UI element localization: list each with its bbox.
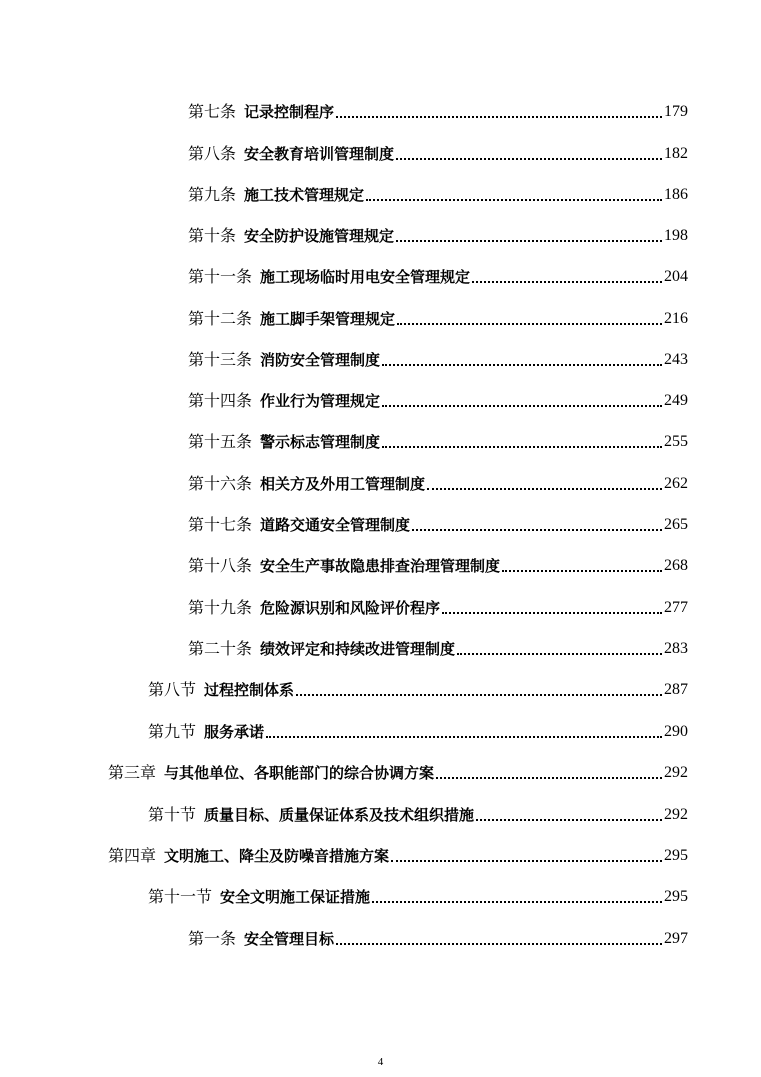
toc-entry-page: 295 [664, 847, 688, 864]
dot-leader [366, 199, 662, 201]
dot-leader [382, 405, 662, 407]
toc-entry[interactable] [148, 801, 688, 825]
toc-entry[interactable] [148, 718, 688, 742]
dot-leader [391, 860, 662, 862]
dot-leader [472, 281, 662, 283]
dot-leader [266, 736, 662, 738]
dot-leader [296, 694, 662, 696]
toc-entry-page: 268 [664, 557, 688, 574]
dot-leader [372, 901, 662, 903]
toc-entry-number: 第七条 [188, 102, 237, 121]
toc-entry-title: 作业行为管理规定 [260, 392, 381, 410]
toc-entry-number: 第八节 [148, 680, 197, 699]
dot-leader [427, 488, 662, 490]
toc-entry[interactable] [108, 842, 688, 866]
toc-entry[interactable] [108, 759, 688, 783]
toc-entry[interactable] [188, 222, 688, 246]
toc-entry[interactable] [188, 925, 688, 949]
toc-entry-title: 道路交通安全管理制度 [260, 516, 411, 534]
toc-entry-number: 第十三条 [188, 350, 253, 369]
dot-leader [382, 364, 662, 366]
toc-entry-number: 第四章 [108, 846, 157, 865]
toc-entry-title: 施工脚手架管理规定 [260, 310, 396, 328]
toc-entry[interactable] [188, 635, 688, 659]
dot-leader [336, 116, 662, 118]
toc-entry-number: 第十条 [188, 226, 237, 245]
toc-entry[interactable] [188, 346, 688, 370]
toc-entry-page: 255 [664, 433, 688, 450]
dot-leader [382, 446, 662, 448]
toc-entry-page: 249 [664, 392, 688, 409]
toc-entry-number: 第十节 [148, 805, 197, 824]
toc-entry-number: 第三章 [108, 763, 157, 782]
toc-entry[interactable] [188, 594, 688, 618]
toc-entry-title: 施工技术管理规定 [244, 186, 365, 204]
toc-entry-page: 265 [664, 516, 688, 533]
toc-entry-page: 295 [664, 888, 688, 905]
dot-leader [436, 777, 662, 779]
toc-entry-number: 第十九条 [188, 598, 253, 617]
toc-entry-page: 297 [664, 930, 688, 947]
toc-entry-number: 第十八条 [188, 556, 253, 575]
toc-entry-title: 安全生产事故隐患排查治理管理制度 [260, 557, 501, 575]
toc-entry-page: 287 [664, 681, 688, 698]
toc-entry-title: 消防安全管理制度 [260, 351, 381, 369]
toc-entry[interactable] [188, 181, 688, 205]
toc-entry-page: 290 [664, 723, 688, 740]
toc-entry-number: 第十一条 [188, 267, 253, 286]
toc-entry-title: 安全教育培训管理制度 [244, 145, 395, 163]
toc-entry-page: 277 [664, 599, 688, 616]
toc-entry-page: 292 [664, 806, 688, 823]
toc-entry-title: 相关方及外用工管理制度 [260, 475, 426, 493]
dot-leader [476, 819, 662, 821]
toc-entry-number: 第九节 [148, 722, 197, 741]
toc-entry-page: 186 [664, 186, 688, 203]
toc-entry-title: 危险源识别和风险评价程序 [260, 599, 441, 617]
toc-entry[interactable] [188, 552, 688, 576]
toc-entry-title: 服务承诺 [204, 723, 265, 741]
dot-leader [412, 529, 662, 531]
dot-leader [336, 943, 662, 945]
dot-leader [502, 570, 662, 572]
toc-entry[interactable] [188, 470, 688, 494]
toc-entry-page: 292 [664, 764, 688, 781]
toc-entry[interactable] [148, 883, 688, 907]
toc-entry-page: 243 [664, 351, 688, 368]
dot-leader [396, 158, 662, 160]
toc-entry-number: 第一条 [188, 929, 237, 948]
toc-entry-page: 204 [664, 268, 688, 285]
toc-entry-number: 第十一节 [148, 887, 213, 906]
toc-entry-page: 216 [664, 310, 688, 327]
toc-entry-number: 第十五条 [188, 432, 253, 451]
toc-entry[interactable] [188, 511, 688, 535]
toc-entry-number: 第十六条 [188, 474, 253, 493]
toc-entry-title: 文明施工、降尘及防噪音措施方案 [164, 847, 390, 865]
toc-entry-number: 第八条 [188, 144, 237, 163]
toc-entry[interactable] [188, 305, 688, 329]
dot-leader [397, 323, 662, 325]
toc-entry-title: 安全文明施工保证措施 [220, 888, 371, 906]
toc-entry-page: 262 [664, 475, 688, 492]
toc-entry-title: 警示标志管理制度 [260, 433, 381, 451]
dot-leader [442, 612, 662, 614]
toc-entry-number: 第十二条 [188, 309, 253, 328]
toc-entry-page: 179 [664, 103, 688, 120]
toc-entry-title: 过程控制体系 [204, 681, 295, 699]
toc-entry[interactable] [188, 387, 688, 411]
toc-entry-title: 安全防护设施管理规定 [244, 227, 395, 245]
toc-entry-page: 198 [664, 227, 688, 244]
toc-entry-number: 第十四条 [188, 391, 253, 410]
toc-entry-title: 质量目标、质量保证体系及技术组织措施 [204, 806, 475, 824]
toc-entry-title: 记录控制程序 [244, 103, 335, 121]
toc-entry-title: 绩效评定和持续改进管理制度 [260, 640, 456, 658]
toc-entry-page: 283 [664, 640, 688, 657]
toc-entry[interactable] [188, 140, 688, 164]
toc-entry[interactable] [188, 428, 688, 452]
toc-entry-number: 第十七条 [188, 515, 253, 534]
toc-entry-number: 第九条 [188, 185, 237, 204]
toc-entry-page: 182 [664, 145, 688, 162]
toc-entry[interactable] [188, 98, 688, 122]
toc-entry-title: 安全管理目标 [244, 930, 335, 948]
page-number: 4 [377, 1056, 384, 1068]
toc-entry[interactable] [148, 676, 688, 700]
toc-entry-title: 与其他单位、各职能部门的综合协调方案 [164, 764, 435, 782]
dot-leader [396, 240, 662, 242]
toc-entry[interactable] [188, 263, 688, 287]
dot-leader [457, 653, 662, 655]
toc-entry-number: 第二十条 [188, 639, 253, 658]
toc-entry-title: 施工现场临时用电安全管理规定 [260, 268, 471, 286]
